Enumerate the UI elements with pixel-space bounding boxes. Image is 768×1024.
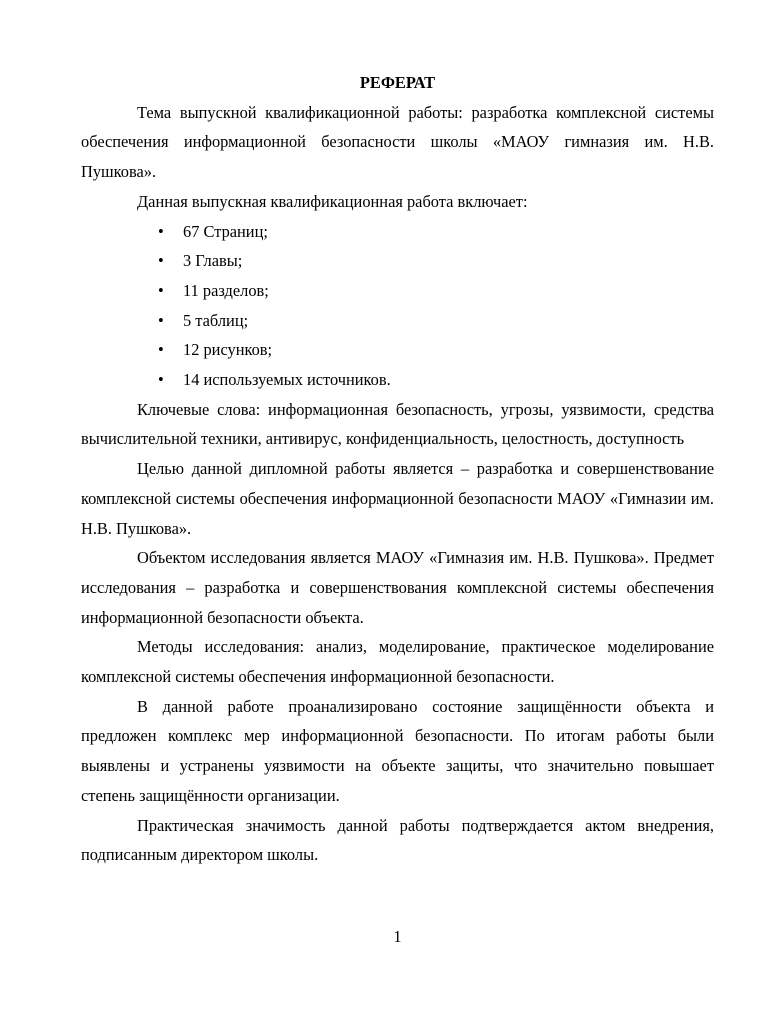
list-item: • 12 рисунков; bbox=[183, 335, 714, 365]
paragraph-goal: Целью данной дипломной работы является – разработка и совершенствование комплексной системы обеспечения информационной безопасности МАОУ «Гимназии им. Н.В. Пушкова». bbox=[81, 459, 714, 538]
page-number: 1 bbox=[393, 927, 402, 946]
paragraph-topic: Тема выпускной квалификационной работы: разработка комплексной системы обеспечения информационной безопасности школы «МАОУ гимназия им. Н.В. Пушкова». bbox=[81, 102, 714, 182]
list-item: • 5 таблиц; bbox=[183, 306, 714, 336]
list-item: • 11 разделов; bbox=[183, 276, 714, 306]
paragraph-significance: Практическая значимость данной работы подтверждается актом внедрения, подписанным директором школы. bbox=[81, 815, 714, 865]
paragraph-object: Объектом исследования является МАОУ «Гимназия им. Н.В. Пушкова». Предмет исследования – разработка и совершенствования комплексной системы обеспечения информационной безопасности объекта. bbox=[81, 548, 714, 627]
page-title: РЕФЕРАТ bbox=[359, 73, 436, 92]
list-item: • 67 Страниц; bbox=[183, 217, 714, 247]
paragraph-includes: Данная выпускная квалификационная работа включает: bbox=[137, 191, 528, 211]
paragraph-methods: Методы исследования: анализ, моделирование, практическое моделирование комплексной системы обеспечения информационной безопасности. bbox=[81, 637, 714, 687]
contents-list bbox=[81, 217, 714, 395]
list-item: • 14 используемых источников. bbox=[183, 365, 714, 395]
paragraph-results: В данной работе проанализировано состояние защищённости объекта и предложен комплекс мер информационной безопасности. По итогам работы были выявлены и устранены уязвимости на объекте защиты, что значительно повышает степень защищённости организации. bbox=[81, 696, 714, 805]
paragraph-keywords: Ключевые слова: информационная безопасность, угрозы, уязвимости, средства вычислительной техники, антивирус, конфиденциальность, целостность, доступность bbox=[81, 399, 714, 449]
list-item: • 3 Главы; bbox=[183, 246, 714, 276]
